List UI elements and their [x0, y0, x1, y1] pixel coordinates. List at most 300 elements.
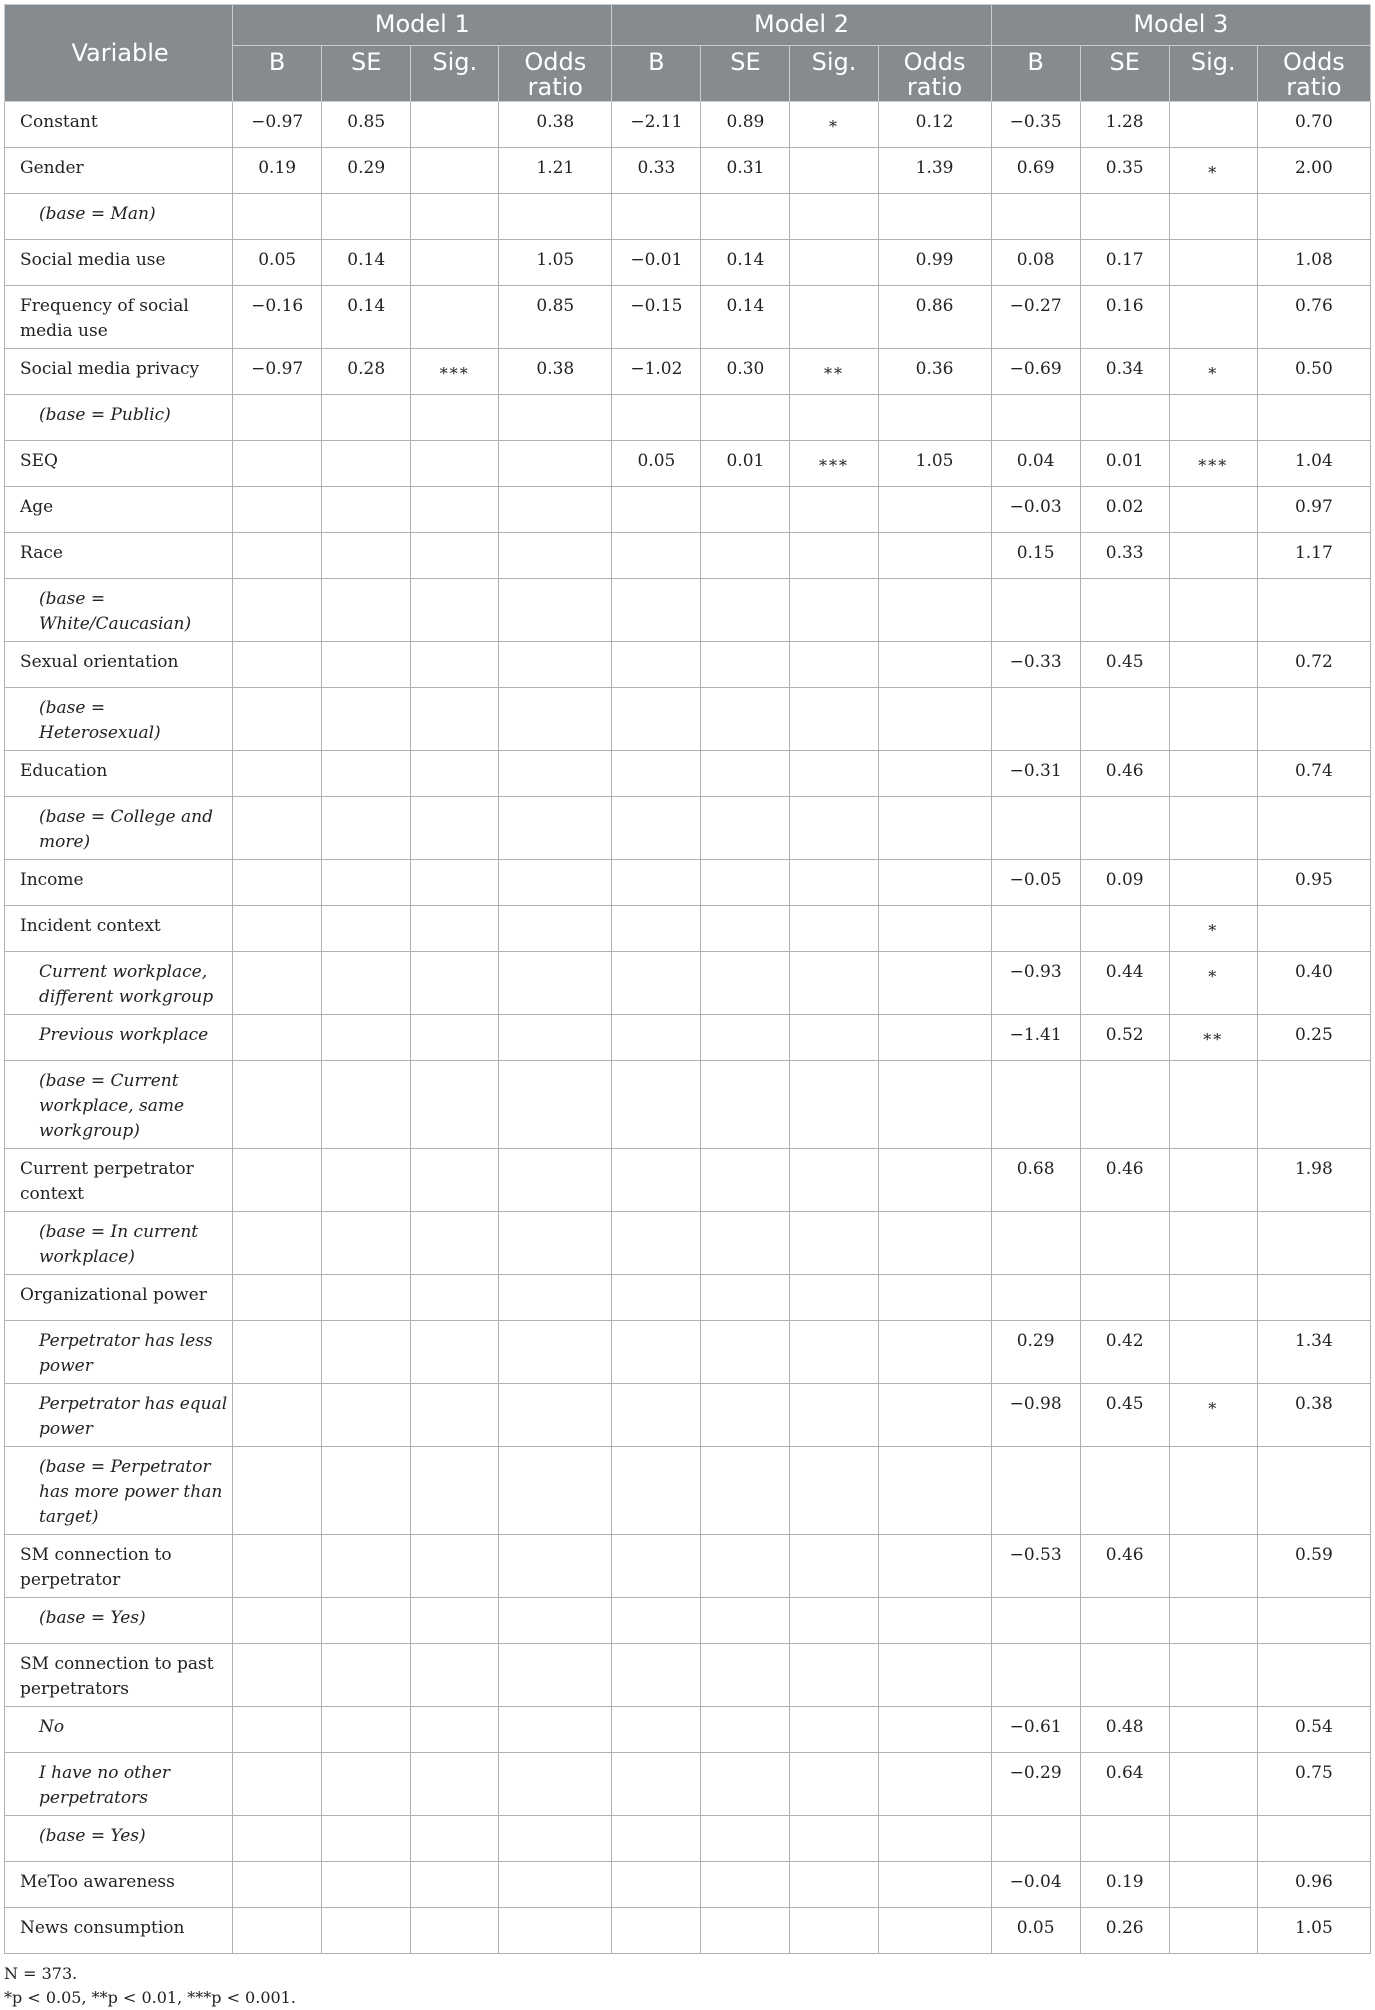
model-1-b-cell — [233, 1015, 322, 1061]
model-1-se-cell: 0.14 — [322, 240, 411, 286]
variable-label: Current perpetrator context — [5, 1149, 233, 1212]
model-2-sig-cell — [790, 194, 878, 240]
model-1-b-cell — [233, 1212, 322, 1275]
variable-label: Gender — [5, 148, 233, 194]
model-1-b-cell: −0.97 — [233, 349, 322, 395]
model-2-b-cell — [612, 1707, 701, 1753]
model-1-odds-ratio-cell — [499, 1707, 612, 1753]
model-1-b-cell — [233, 1707, 322, 1753]
model-2-se-cell — [701, 1149, 790, 1212]
model-3-b-cell — [991, 579, 1080, 642]
base-category-label: (base = Current workplace, same workgroup) — [5, 1061, 233, 1149]
model-3-odds-ratio-cell: 0.54 — [1257, 1707, 1370, 1753]
model-1-sig-cell — [411, 1644, 499, 1707]
model-2-se-cell — [701, 1598, 790, 1644]
model-3-b-cell: 0.04 — [991, 441, 1080, 487]
model-1-se-cell — [322, 906, 411, 952]
table-row — [5, 1535, 1371, 1598]
model-1-b-cell — [233, 1447, 322, 1535]
sub-variable-label: Current workplace, different workgroup — [5, 952, 233, 1015]
model-2-sig-cell: * — [790, 102, 878, 148]
model-3-se-cell: 0.48 — [1080, 1707, 1169, 1753]
model-1-se-cell: 0.28 — [322, 349, 411, 395]
model-1-sig-cell — [411, 952, 499, 1015]
model-1-odds-ratio-cell — [499, 906, 612, 952]
model-1-b-cell — [233, 1862, 322, 1908]
model-2-se-cell: 0.31 — [701, 148, 790, 194]
model-2-sig-cell — [790, 751, 878, 797]
model-2-sig-cell — [790, 1015, 878, 1061]
model-2-se-cell — [701, 797, 790, 860]
model-3-header: Model 3 — [991, 5, 1370, 46]
sub-variable-label: Perpetrator has less power — [5, 1321, 233, 1384]
model-2-sig-cell — [790, 1598, 878, 1644]
model-2-se-cell: 0.14 — [701, 286, 790, 349]
model-3-b-cell — [991, 688, 1080, 751]
column-header-sig: Sig. — [411, 46, 499, 102]
model-1-header: Model 1 — [233, 5, 612, 46]
model-3-sig-cell — [1169, 1275, 1257, 1321]
model-1-se-cell — [322, 1644, 411, 1707]
table-row — [5, 579, 1371, 642]
model-3-sig-cell — [1169, 487, 1257, 533]
model-1-sig-cell — [411, 642, 499, 688]
model-3-b-cell: 0.08 — [991, 240, 1080, 286]
model-1-odds-ratio-cell — [499, 1447, 612, 1535]
model-2-se-cell — [701, 1816, 790, 1862]
model-1-sig-cell — [411, 102, 499, 148]
model-1-se-cell — [322, 579, 411, 642]
model-3-odds-ratio-cell — [1257, 1447, 1370, 1535]
model-2-b-cell — [612, 1321, 701, 1384]
model-2-odds-ratio-cell — [878, 751, 991, 797]
model-2-se-cell — [701, 952, 790, 1015]
model-1-se-cell — [322, 395, 411, 441]
base-category-label: (base = In current workplace) — [5, 1212, 233, 1275]
regression-table-container — [4, 4, 1371, 2010]
model-3-b-cell: 0.15 — [991, 533, 1080, 579]
model-3-se-cell: 0.26 — [1080, 1908, 1169, 1954]
model-1-se-cell — [322, 441, 411, 487]
sub-variable-label: I have no other perpetrators — [5, 1753, 233, 1816]
model-2-b-cell — [612, 395, 701, 441]
model-2-odds-ratio-cell — [878, 487, 991, 533]
model-3-se-cell: 0.35 — [1080, 148, 1169, 194]
model-2-b-cell: −1.02 — [612, 349, 701, 395]
model-2-odds-ratio-cell — [878, 533, 991, 579]
model-3-sig-cell — [1169, 1447, 1257, 1535]
variable-label: Social media use — [5, 240, 233, 286]
model-3-sig-cell — [1169, 860, 1257, 906]
model-3-sig-cell: *** — [1169, 441, 1257, 487]
sample-size-note: N = 373. — [4, 1964, 78, 1984]
table-row — [5, 1447, 1371, 1535]
model-3-se-cell: 0.42 — [1080, 1321, 1169, 1384]
model-2-odds-ratio-cell — [878, 1321, 991, 1384]
model-1-se-cell — [322, 1212, 411, 1275]
model-2-se-cell — [701, 688, 790, 751]
model-3-sig-cell — [1169, 1061, 1257, 1149]
base-category-label: (base = Yes) — [5, 1598, 233, 1644]
column-header-sig: Sig. — [1169, 46, 1257, 102]
model-3-se-cell: 0.46 — [1080, 1149, 1169, 1212]
base-category-label: (base = Yes) — [5, 1816, 233, 1862]
model-1-sig-cell — [411, 1275, 499, 1321]
variable-label: Age — [5, 487, 233, 533]
model-2-se-cell — [701, 194, 790, 240]
model-1-b-cell — [233, 395, 322, 441]
model-2-se-cell — [701, 1753, 790, 1816]
model-1-b-cell — [233, 1535, 322, 1598]
model-2-b-cell — [612, 194, 701, 240]
model-2-sig-cell — [790, 1753, 878, 1816]
model-2-se-cell — [701, 751, 790, 797]
model-3-se-cell — [1080, 1275, 1169, 1321]
model-1-odds-ratio-cell: 1.21 — [499, 148, 612, 194]
model-1-se-cell — [322, 1321, 411, 1384]
model-2-odds-ratio-cell — [878, 1753, 991, 1816]
model-2-b-cell — [612, 688, 701, 751]
model-1-odds-ratio-cell — [499, 751, 612, 797]
model-2-sig-cell — [790, 642, 878, 688]
model-3-b-cell: −1.41 — [991, 1015, 1080, 1061]
model-3-se-cell: 0.34 — [1080, 349, 1169, 395]
model-2-odds-ratio-cell — [878, 1275, 991, 1321]
model-1-sig-cell — [411, 1535, 499, 1598]
model-3-b-cell: −0.31 — [991, 751, 1080, 797]
model-3-b-cell — [991, 1447, 1080, 1535]
model-3-se-cell: 0.16 — [1080, 286, 1169, 349]
model-3-b-cell: 0.69 — [991, 148, 1080, 194]
model-1-sig-cell — [411, 194, 499, 240]
variable-label: Incident context — [5, 906, 233, 952]
model-1-odds-ratio-cell — [499, 1149, 612, 1212]
model-1-sig-cell — [411, 1753, 499, 1816]
model-3-b-cell — [991, 797, 1080, 860]
column-header-se: SE — [701, 46, 790, 102]
table-row — [5, 751, 1371, 797]
model-3-se-cell: 0.19 — [1080, 1862, 1169, 1908]
model-2-sig-cell — [790, 1816, 878, 1862]
model-3-sig-cell — [1169, 395, 1257, 441]
model-3-sig-cell — [1169, 642, 1257, 688]
model-1-se-cell: 0.14 — [322, 286, 411, 349]
model-1-se-cell — [322, 797, 411, 860]
model-2-odds-ratio-cell — [878, 688, 991, 751]
model-2-se-cell: 0.89 — [701, 102, 790, 148]
model-3-b-cell: 0.68 — [991, 1149, 1080, 1212]
model-2-b-cell — [612, 579, 701, 642]
model-1-b-cell — [233, 797, 322, 860]
model-2-se-cell — [701, 642, 790, 688]
model-1-sig-cell — [411, 1862, 499, 1908]
column-header-b: B — [233, 46, 322, 102]
variable-label: MeToo awareness — [5, 1862, 233, 1908]
model-3-odds-ratio-cell: 1.08 — [1257, 240, 1370, 286]
model-3-odds-ratio-cell: 0.50 — [1257, 349, 1370, 395]
model-3-b-cell: −0.33 — [991, 642, 1080, 688]
table-row — [5, 1862, 1371, 1908]
variable-label: Frequency of social media use — [5, 286, 233, 349]
model-3-odds-ratio-cell: 0.97 — [1257, 487, 1370, 533]
table-notes — [4, 1962, 1371, 2010]
model-2-b-cell — [612, 1149, 701, 1212]
model-1-b-cell — [233, 751, 322, 797]
model-1-b-cell — [233, 487, 322, 533]
model-2-sig-cell — [790, 1149, 878, 1212]
model-3-sig-cell — [1169, 1212, 1257, 1275]
model-3-odds-ratio-cell: 1.05 — [1257, 1908, 1370, 1954]
table-row — [5, 1753, 1371, 1816]
model-3-se-cell: 0.44 — [1080, 952, 1169, 1015]
column-header-sig: Sig. — [790, 46, 878, 102]
model-3-odds-ratio-cell: 0.75 — [1257, 1753, 1370, 1816]
model-2-b-cell: −0.15 — [612, 286, 701, 349]
model-2-odds-ratio-cell — [878, 952, 991, 1015]
model-2-se-cell — [701, 1908, 790, 1954]
model-2-odds-ratio-cell: 0.36 — [878, 349, 991, 395]
column-header-b: B — [612, 46, 701, 102]
model-2-sig-cell — [790, 1644, 878, 1707]
model-1-se-cell — [322, 1384, 411, 1447]
model-3-odds-ratio-cell — [1257, 395, 1370, 441]
model-2-sig-cell — [790, 1212, 878, 1275]
variable-label: Sexual orientation — [5, 642, 233, 688]
model-1-se-cell: 0.29 — [322, 148, 411, 194]
model-1-sig-cell — [411, 751, 499, 797]
model-3-odds-ratio-cell: 1.04 — [1257, 441, 1370, 487]
table-row — [5, 1707, 1371, 1753]
model-3-se-cell — [1080, 797, 1169, 860]
model-2-odds-ratio-cell — [878, 1862, 991, 1908]
model-1-b-cell — [233, 1275, 322, 1321]
model-3-odds-ratio-cell: 0.38 — [1257, 1384, 1370, 1447]
model-1-odds-ratio-cell — [499, 194, 612, 240]
model-3-sig-cell: * — [1169, 952, 1257, 1015]
variable-label: Income — [5, 860, 233, 906]
model-3-odds-ratio-cell — [1257, 1275, 1370, 1321]
model-1-odds-ratio-cell: 0.38 — [499, 349, 612, 395]
model-2-odds-ratio-cell — [878, 1908, 991, 1954]
model-2-se-cell — [701, 1707, 790, 1753]
model-1-se-cell — [322, 533, 411, 579]
model-2-b-cell: −0.01 — [612, 240, 701, 286]
model-2-se-cell — [701, 1535, 790, 1598]
model-1-odds-ratio-cell — [499, 487, 612, 533]
model-3-se-cell — [1080, 906, 1169, 952]
model-1-se-cell — [322, 1862, 411, 1908]
model-3-b-cell: −0.05 — [991, 860, 1080, 906]
column-header-odds-ratio: Odds ratio — [878, 46, 991, 102]
model-3-odds-ratio-cell: 1.98 — [1257, 1149, 1370, 1212]
base-category-label: (base = Perpetrator has more power than target) — [5, 1447, 233, 1535]
model-3-b-cell: −0.35 — [991, 102, 1080, 148]
model-2-b-cell — [612, 1644, 701, 1707]
model-1-odds-ratio-cell — [499, 1862, 612, 1908]
model-1-odds-ratio-cell — [499, 441, 612, 487]
model-3-odds-ratio-cell — [1257, 579, 1370, 642]
model-2-odds-ratio-cell — [878, 194, 991, 240]
model-3-sig-cell — [1169, 1149, 1257, 1212]
model-2-sig-cell — [790, 1275, 878, 1321]
model-2-sig-cell — [790, 533, 878, 579]
model-3-sig-cell: * — [1169, 1384, 1257, 1447]
model-3-se-cell — [1080, 579, 1169, 642]
model-1-sig-cell — [411, 1321, 499, 1384]
model-3-sig-cell — [1169, 579, 1257, 642]
model-3-b-cell — [991, 1644, 1080, 1707]
model-3-b-cell — [991, 1212, 1080, 1275]
model-2-b-cell: −2.11 — [612, 102, 701, 148]
model-3-odds-ratio-cell: 0.95 — [1257, 860, 1370, 906]
model-1-sig-cell — [411, 1447, 499, 1535]
base-category-label: (base = White/Caucasian) — [5, 579, 233, 642]
model-3-sig-cell — [1169, 194, 1257, 240]
model-2-sig-cell — [790, 1321, 878, 1384]
model-3-b-cell: −0.98 — [991, 1384, 1080, 1447]
model-1-odds-ratio-cell — [499, 1908, 612, 1954]
model-3-sig-cell — [1169, 1862, 1257, 1908]
model-1-se-cell — [322, 642, 411, 688]
model-3-se-cell: 0.46 — [1080, 1535, 1169, 1598]
model-2-sig-cell — [790, 395, 878, 441]
model-2-b-cell — [612, 1598, 701, 1644]
model-1-odds-ratio-cell — [499, 860, 612, 906]
model-1-odds-ratio-cell — [499, 1212, 612, 1275]
base-category-label: (base = Public) — [5, 395, 233, 441]
model-3-sig-cell — [1169, 1321, 1257, 1384]
model-2-sig-cell — [790, 860, 878, 906]
model-2-header: Model 2 — [612, 5, 991, 46]
model-2-odds-ratio-cell — [878, 860, 991, 906]
model-2-odds-ratio-cell — [878, 1015, 991, 1061]
model-1-sig-cell — [411, 286, 499, 349]
table-row — [5, 533, 1371, 579]
model-3-se-cell: 0.17 — [1080, 240, 1169, 286]
model-3-odds-ratio-cell: 0.70 — [1257, 102, 1370, 148]
table-row — [5, 349, 1371, 395]
model-3-se-cell — [1080, 194, 1169, 240]
model-3-se-cell — [1080, 1212, 1169, 1275]
model-3-sig-cell — [1169, 286, 1257, 349]
model-1-b-cell — [233, 533, 322, 579]
table-row — [5, 194, 1371, 240]
model-1-b-cell — [233, 1384, 322, 1447]
model-1-odds-ratio-cell — [499, 1015, 612, 1061]
model-2-odds-ratio-cell: 0.86 — [878, 286, 991, 349]
model-2-odds-ratio-cell — [878, 1535, 991, 1598]
model-2-sig-cell: ** — [790, 349, 878, 395]
column-header-odds-ratio: Odds ratio — [1257, 46, 1370, 102]
model-1-se-cell — [322, 1707, 411, 1753]
model-3-b-cell — [991, 1275, 1080, 1321]
sub-variable-label: Previous workplace — [5, 1015, 233, 1061]
model-3-se-cell — [1080, 1447, 1169, 1535]
model-1-se-cell — [322, 1061, 411, 1149]
model-1-b-cell — [233, 952, 322, 1015]
model-1-b-cell — [233, 579, 322, 642]
model-2-b-cell — [612, 1015, 701, 1061]
model-2-sig-cell — [790, 487, 878, 533]
model-1-odds-ratio-cell — [499, 797, 612, 860]
model-1-sig-cell — [411, 1384, 499, 1447]
model-2-odds-ratio-cell — [878, 642, 991, 688]
model-1-b-cell — [233, 1598, 322, 1644]
model-1-se-cell — [322, 1816, 411, 1862]
model-2-se-cell — [701, 1447, 790, 1535]
model-1-b-cell — [233, 1644, 322, 1707]
table-row — [5, 860, 1371, 906]
model-1-b-cell: −0.16 — [233, 286, 322, 349]
model-1-sig-cell — [411, 1149, 499, 1212]
model-2-b-cell — [612, 952, 701, 1015]
table-row — [5, 102, 1371, 148]
table-row — [5, 148, 1371, 194]
model-1-sig-cell: *** — [411, 349, 499, 395]
model-2-b-cell — [612, 487, 701, 533]
variable-label: Social media privacy — [5, 349, 233, 395]
model-2-b-cell — [612, 1384, 701, 1447]
table-header — [5, 5, 1371, 102]
model-3-b-cell — [991, 1061, 1080, 1149]
model-2-se-cell — [701, 1384, 790, 1447]
model-1-b-cell — [233, 642, 322, 688]
table-row — [5, 1816, 1371, 1862]
model-1-b-cell — [233, 1753, 322, 1816]
variable-label: Constant — [5, 102, 233, 148]
model-1-odds-ratio-cell: 0.85 — [499, 286, 612, 349]
model-2-b-cell — [612, 1061, 701, 1149]
model-3-sig-cell — [1169, 1535, 1257, 1598]
table-row — [5, 642, 1371, 688]
model-1-b-cell: 0.19 — [233, 148, 322, 194]
model-1-se-cell — [322, 1275, 411, 1321]
model-2-se-cell — [701, 860, 790, 906]
model-3-odds-ratio-cell — [1257, 1644, 1370, 1707]
model-2-se-cell — [701, 533, 790, 579]
model-1-odds-ratio-cell — [499, 1535, 612, 1598]
model-3-sig-cell — [1169, 688, 1257, 751]
variable-header: Variable — [5, 5, 233, 102]
model-3-sig-cell — [1169, 240, 1257, 286]
model-1-sig-cell — [411, 1707, 499, 1753]
model-2-odds-ratio-cell: 1.39 — [878, 148, 991, 194]
table-body — [5, 102, 1371, 1954]
model-1-sig-cell — [411, 1015, 499, 1061]
model-3-se-cell — [1080, 1061, 1169, 1149]
model-1-odds-ratio-cell — [499, 533, 612, 579]
model-3-odds-ratio-cell: 0.96 — [1257, 1862, 1370, 1908]
model-1-se-cell — [322, 1149, 411, 1212]
column-header-b: B — [991, 46, 1080, 102]
model-2-sig-cell — [790, 952, 878, 1015]
table-row — [5, 1384, 1371, 1447]
model-2-odds-ratio-cell — [878, 1707, 991, 1753]
model-2-b-cell — [612, 1535, 701, 1598]
model-3-odds-ratio-cell: 0.74 — [1257, 751, 1370, 797]
significance-note: *p < 0.05, **p < 0.01, ***p < 0.001. — [4, 1988, 296, 2008]
model-1-odds-ratio-cell — [499, 1644, 612, 1707]
model-3-odds-ratio-cell: 2.00 — [1257, 148, 1370, 194]
model-2-sig-cell — [790, 286, 878, 349]
model-1-se-cell — [322, 1908, 411, 1954]
model-2-odds-ratio-cell — [878, 1447, 991, 1535]
model-2-sig-cell — [790, 688, 878, 751]
model-3-se-cell: 0.52 — [1080, 1015, 1169, 1061]
table-row — [5, 1644, 1371, 1707]
model-1-b-cell: 0.05 — [233, 240, 322, 286]
model-2-odds-ratio-cell — [878, 395, 991, 441]
